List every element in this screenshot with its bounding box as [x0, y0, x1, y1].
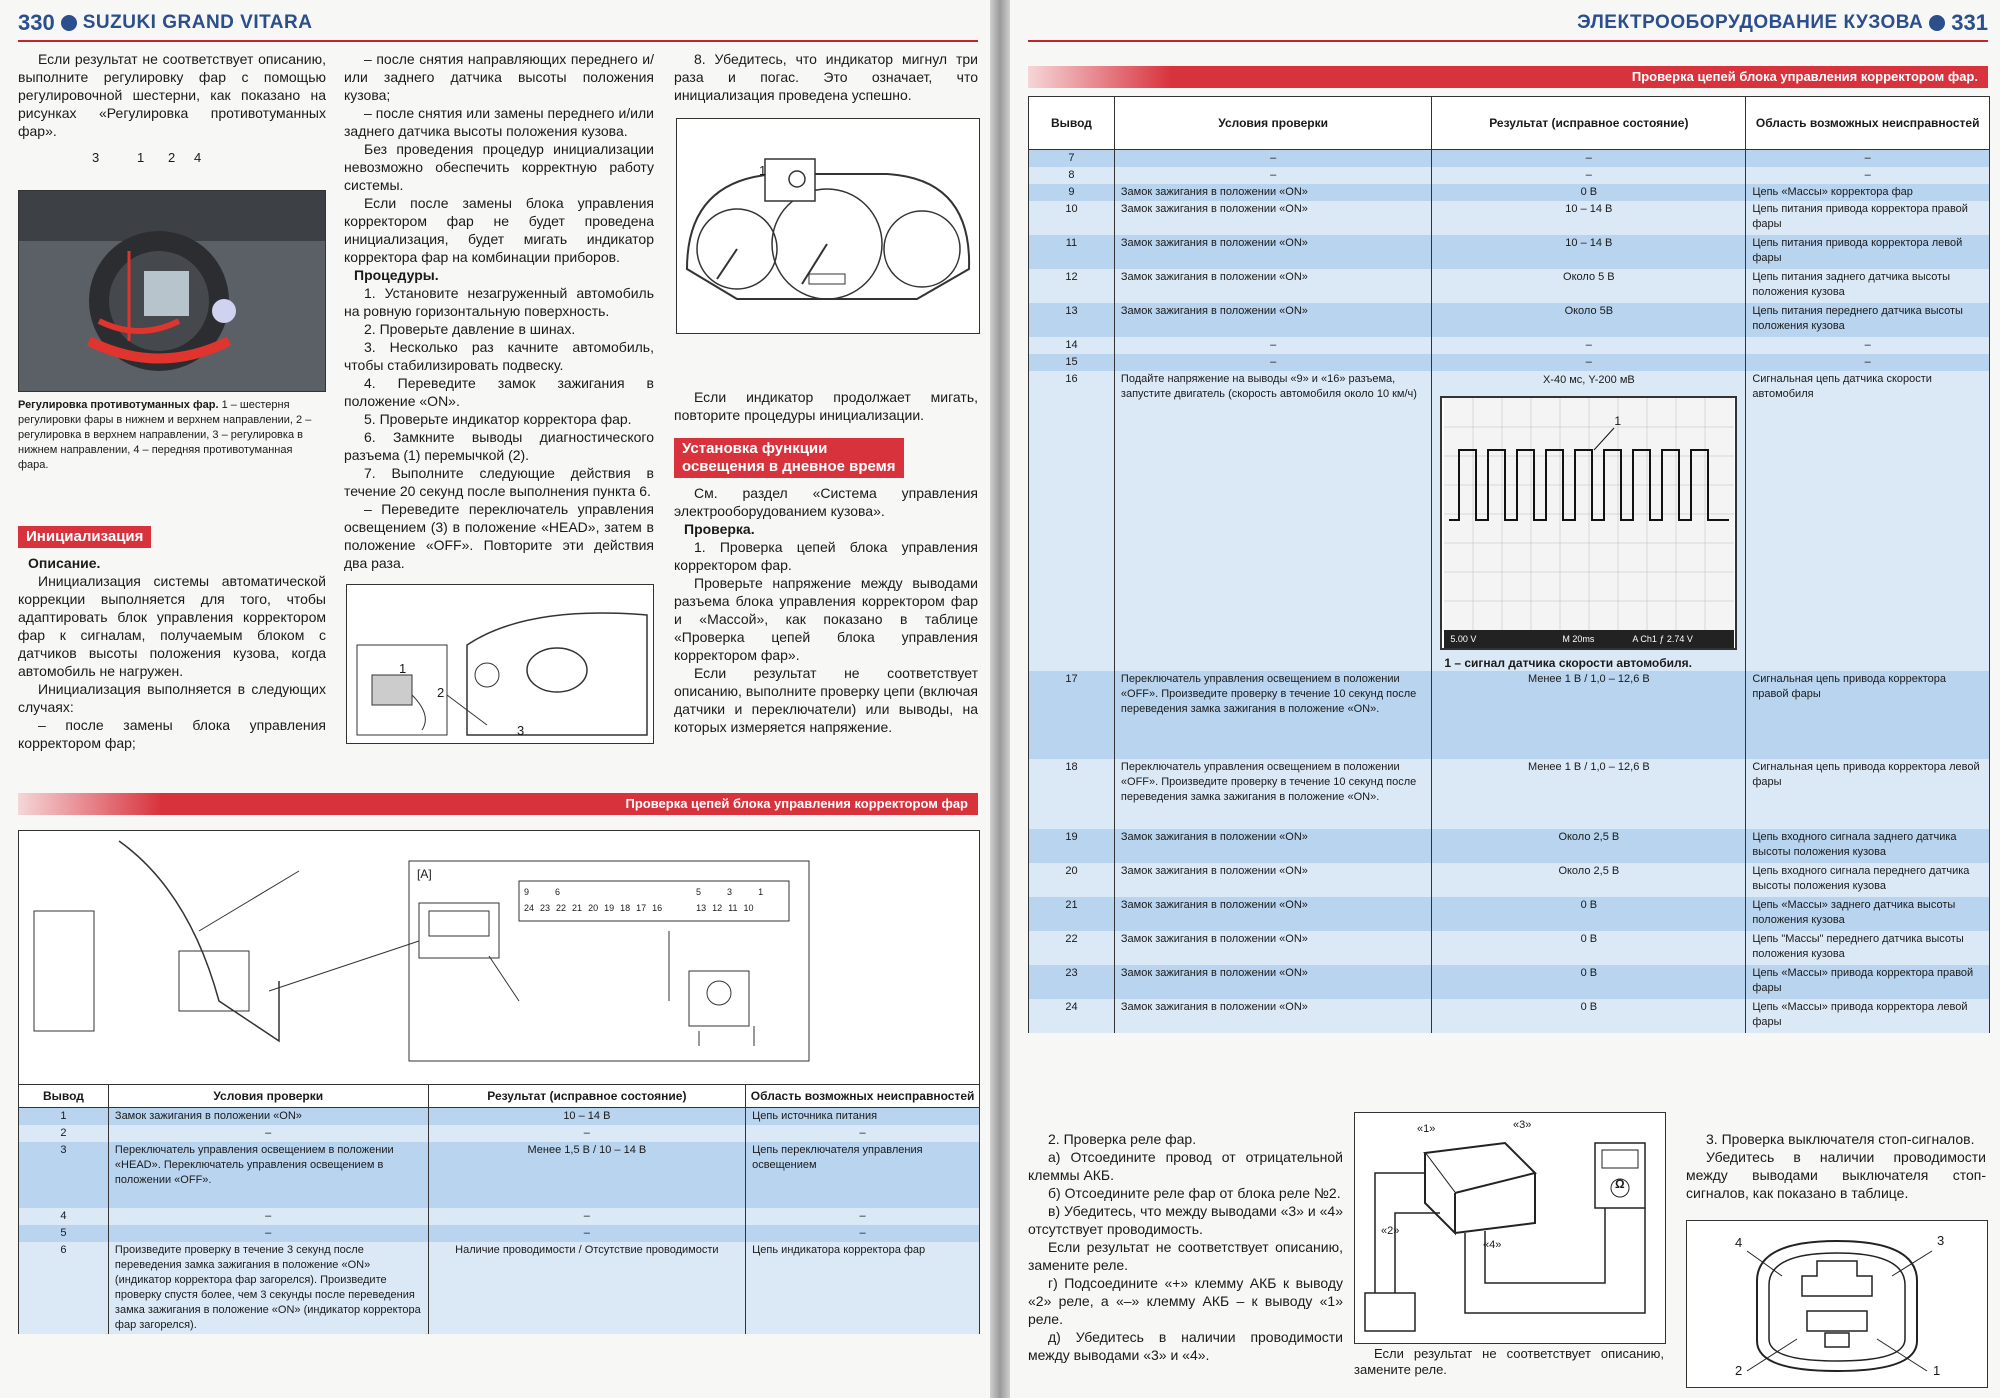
cell-result: – — [1432, 150, 1746, 168]
cell-pin: 21 — [1029, 897, 1115, 931]
relay-step-a: а) Отсоедините провод от отрицательной клеммы АКБ. — [1028, 1149, 1343, 1183]
cell-pin: 4 — [19, 1208, 109, 1225]
cell-result: 10 – 14 В — [428, 1108, 746, 1126]
cell-area: – — [1746, 150, 1990, 168]
table-row — [1029, 999, 1990, 1033]
left-table-banner: Проверка цепей блока управления корректором фар — [18, 793, 978, 815]
cell-cond: – — [108, 1125, 428, 1142]
table-row — [1029, 201, 1990, 235]
step-5: 5. Проверьте индикатор корректора фар. — [364, 411, 632, 427]
check-label: Проверка. — [684, 521, 755, 537]
cell-cond: Замок зажигания в положении «ON» — [1114, 201, 1431, 235]
right-page-number: 331 — [1951, 10, 1988, 35]
cell-pin: 10 — [1029, 201, 1115, 235]
init-heading: Инициализация — [18, 526, 151, 548]
left-page — [0, 0, 990, 1398]
table-row — [1029, 931, 1990, 965]
cell-area: Цепь питания переднего датчика высоты положения кузова — [1746, 303, 1990, 337]
left-spec-table — [18, 1084, 980, 1334]
table-row — [19, 1225, 980, 1242]
relay-step-e: д) Убедитесь в наличии проводимости между выводами «3» и «4». — [1028, 1329, 1343, 1363]
cell-pin: 22 — [1029, 931, 1115, 965]
col2-p1: Без проведения процедур инициализации невозможно обеспечить корректную работу системы. — [344, 141, 654, 193]
cell-result: – — [1432, 354, 1746, 371]
cell-pin: 15 — [1029, 354, 1115, 371]
drl-heading — [674, 438, 904, 478]
pin-5: 5 — [696, 887, 702, 897]
pin-20: 20 — [588, 903, 599, 913]
cell-result: Около 5 В — [1432, 269, 1746, 303]
cell-pin: 12 — [1029, 269, 1115, 303]
relay-label-4: «4» — [1483, 1239, 1502, 1251]
stop-switch-figure — [1686, 1220, 1988, 1388]
pin-9: 9 — [524, 887, 530, 897]
table-row — [1029, 829, 1990, 863]
cell-cond: Замок зажигания в положении «ON» — [1114, 965, 1431, 999]
cell-area: Цепь переключателя управления освещением — [746, 1142, 980, 1208]
right-header — [1577, 6, 1988, 40]
cell-pin: 8 — [1029, 167, 1115, 184]
cell-area: Цепь «Массы» корректора фар — [1746, 184, 1990, 201]
photo-label-4: 4 — [194, 150, 202, 165]
fig2-label-1: 1 — [399, 661, 407, 676]
step-2: 2. Проверьте давление в шинах. — [364, 321, 576, 337]
pin-21: 21 — [572, 903, 583, 913]
left-column-3 — [674, 50, 978, 104]
cell-result: Около 2,5 В — [1432, 863, 1746, 897]
stop-text: Убедитесь в наличии проводимости между выводами выключателя стоп-сигналов, как показано в таблице. — [1686, 1149, 1986, 1201]
cell-cond: – — [1114, 337, 1431, 354]
scope-readout-left: 5.00 V — [1450, 634, 1477, 644]
pin-24: 24 — [524, 903, 535, 913]
table-row — [1029, 184, 1990, 201]
left-table-header — [19, 1085, 980, 1108]
cell-result: 0 В — [1432, 897, 1746, 931]
pin-17: 17 — [636, 903, 647, 913]
step-7: 7. Выполните следующие действия в течение 20 секунд после выполнения пункта 6. — [344, 465, 654, 499]
cell-pin: 16 — [1029, 371, 1115, 671]
fog-light-photo — [18, 190, 326, 392]
cell-cond: Замок зажигания в положении «ON» — [1114, 269, 1431, 303]
connector-top-pins — [524, 887, 763, 897]
intro-paragraph: Если результат не соответствует описанию, выполните регулировку фар с помощью регулировочной шестерни, как показано на рисунках «Регулировка противотуманных фар». — [18, 51, 326, 139]
cell-area: Цепь «Массы» привода корректора левой фары — [1746, 999, 1990, 1033]
cell-area: – — [1746, 354, 1990, 371]
cell-result: Менее 1 В / 1,0 – 12,6 В — [1432, 671, 1746, 759]
left-page-number: 330 — [18, 10, 55, 35]
photo-label-3: 3 — [92, 150, 100, 165]
drl-heading-line2: освещения в дневное время — [682, 458, 896, 475]
check-p2: Проверьте напряжение между выводами разъема блока управления корректором фар и «Массой», как показано в таблице «Проверка цепей блока управления корректором фар». — [674, 575, 978, 663]
ohm-icon: Ω — [1615, 1177, 1625, 1191]
pin-19: 19 — [604, 903, 615, 913]
relay-fig-caption-wrap — [1354, 1346, 1664, 1378]
diagnostic-connector-figure — [346, 584, 654, 744]
init-desc-p1: Инициализация системы автоматической коррекции выполняется для того, чтобы адаптировать блок управления корректором фар к сигналам, получаемым блоком с датчиков высоты положения кузова, когда автомобиль не нагружен. — [18, 573, 326, 679]
scope-readout-mid: M 20ms — [1562, 634, 1595, 644]
cell-result: Менее 1,5 В / 10 – 14 В — [428, 1142, 746, 1208]
cell-cond: Замок зажигания в положении «ON» — [1114, 999, 1431, 1033]
fig2-label-3: 3 — [517, 723, 525, 738]
left-header-title: SUZUKI GRAND VITARA — [82, 12, 313, 33]
cell-area: Цепь питания заднего датчика высоты положения кузова — [1746, 269, 1990, 303]
table-row — [1029, 897, 1990, 931]
init-case-3: – после снятия или замены переднего и/или заднего датчика высоты положения кузова. — [344, 105, 654, 139]
cell-area: Цепь питания привода корректора правой фары — [1746, 201, 1990, 235]
cell-area: Цепь питания привода корректора левой фары — [1746, 235, 1990, 269]
col-header-area: Область возможных неисправностей — [746, 1085, 980, 1108]
instrument-cluster-figure — [676, 118, 980, 334]
cell-pin: 23 — [1029, 965, 1115, 999]
pin-23: 23 — [540, 903, 551, 913]
table-row — [19, 1208, 980, 1225]
pin-6: 6 — [555, 887, 561, 897]
cell-cond: – — [1114, 150, 1431, 168]
cell-area: – — [1746, 337, 1990, 354]
stop-switch-text — [1686, 1130, 1986, 1202]
cell-cond: – — [108, 1208, 428, 1225]
pin-3: 3 — [727, 887, 733, 897]
cell-area: Цепь "Массы" переднего датчика высоты положения кузова — [1746, 931, 1990, 965]
cell-cond: Замок зажигания в положении «ON» — [1114, 931, 1431, 965]
col-header-result: Результат (исправное состояние) — [428, 1085, 746, 1108]
cell-pin: 20 — [1029, 863, 1115, 897]
left-column-2 — [344, 50, 654, 572]
photo-label-1: 1 — [137, 150, 145, 165]
relay-step-c: в) Убедитесь, что между выводами «3» и «4» отсутствует проводимость. — [1028, 1203, 1343, 1237]
relay-label-3: «3» — [1513, 1119, 1532, 1131]
cell-pin: 18 — [1029, 759, 1115, 829]
cell-result: Около 2,5 В — [1432, 829, 1746, 863]
table-row — [1029, 759, 1990, 829]
table-row — [1029, 671, 1990, 759]
pin-10: 10 — [743, 903, 754, 913]
book-gutter — [990, 0, 1010, 1398]
cell-pin: 9 — [1029, 184, 1115, 201]
diagram-tag-a: [A] — [417, 867, 432, 881]
cell-cond: Переключатель управления освещением в положении «OFF». Произведите проверку в течение 10 секунд после переведения замка зажигания в положение «ON». — [1114, 671, 1431, 759]
cell-area: Сигнальная цепь привода корректора левой фары — [1746, 759, 1990, 829]
relay-title: 2. Проверка реле фар. — [1048, 1131, 1197, 1147]
col2-p2: Если после замены блока управления корректором фар не будет проведена инициализация, будет мигать индикатор корректора фар на комбинации приборов. — [344, 195, 654, 265]
cell-cond: Замок зажигания в положении «ON» — [1114, 235, 1431, 269]
photo-caption-title: Регулировка противотуманных фар. — [18, 399, 219, 411]
fog-light-photo-drawing — [19, 191, 325, 391]
col-header-result: Результат (исправное состояние) — [1432, 97, 1746, 150]
table-row — [19, 1142, 980, 1208]
right-spec-table — [1028, 96, 1990, 1033]
cell-result: 10 – 14 В — [1432, 235, 1746, 269]
oscilloscope-figure — [1440, 396, 1737, 650]
step-7-sub: – Переведите переключатель управления освещением (3) в положение «HEAD», затем в положение «OFF». Повторите эти действия два раза. — [344, 501, 654, 571]
right-page — [1010, 0, 2000, 1398]
dash-label-1: 1 — [759, 163, 767, 178]
table-row — [19, 1125, 980, 1142]
table-row — [1029, 167, 1990, 184]
col-header-area: Область возможных неисправностей — [1746, 97, 1990, 150]
pin-16: 16 — [652, 903, 663, 913]
cell-pin: 11 — [1029, 235, 1115, 269]
drl-p1: См. раздел «Система управления электрооборудованием кузова». — [674, 485, 978, 519]
cell-area: Цепь индикатора корректора фар — [746, 1242, 980, 1334]
cell-pin: 14 — [1029, 337, 1115, 354]
bullet-icon — [1929, 15, 1945, 31]
relay-figure — [1354, 1112, 1666, 1344]
cell-pin: 7 — [1029, 150, 1115, 168]
pin-13: 13 — [696, 903, 707, 913]
relay-step-d: г) Подсоедините «+» клемму АКБ к выводу «2» реле, а «–» клемму АКБ – к выводу «1» реле. — [1028, 1275, 1343, 1327]
table-row — [1029, 965, 1990, 999]
cell-result: – — [1432, 337, 1746, 354]
cell-result: – — [428, 1208, 746, 1225]
cell-result: – — [428, 1125, 746, 1142]
diagnostic-connector-drawing — [347, 585, 653, 743]
connector-wiring-figure — [18, 830, 980, 1087]
scope-label-1: 1 — [1614, 414, 1622, 428]
check-p1: 1. Проверка цепей блока управления корректором фар. — [674, 539, 978, 573]
blink-note: Если индикатор продолжает мигать, повторите процедуры инициализации. — [674, 389, 978, 423]
relay-check-text — [1028, 1130, 1343, 1364]
right-header-title: ЭЛЕКТРООБОРУДОВАНИЕ КУЗОВА — [1577, 12, 1924, 33]
cell-result: Наличие проводимости / Отсутствие проводимости — [428, 1242, 746, 1334]
connector-bottom-pins — [524, 903, 754, 913]
table-row — [1029, 371, 1990, 671]
left-column-3b — [674, 388, 978, 736]
cell-pin: 3 — [19, 1142, 109, 1208]
relay-label-2: «2» — [1381, 1225, 1400, 1237]
cell-cond: Подайте напряжение на выводы «9» и «16» разъема, запустите двигатель (скорость автомобиля около 10 км/ч) — [1114, 371, 1431, 671]
init-desc-label: Описание. — [28, 555, 101, 571]
cell-result: Менее 1 В / 1,0 – 12,6 В — [1432, 759, 1746, 829]
header-rule — [1028, 40, 1988, 42]
cell-area: Цепь входного сигнала переднего датчика высоты положения кузова — [1746, 863, 1990, 897]
stop-label-4: 4 — [1735, 1235, 1743, 1250]
pin-1: 1 — [758, 887, 764, 897]
stop-label-3: 3 — [1937, 1233, 1945, 1248]
cell-cond: Переключатель управления освещением в положении «OFF». Произведите проверку в течение 10 секунд после переведения замка зажигания в положение «ON». — [1114, 759, 1431, 829]
table-row — [19, 1108, 980, 1126]
photo-caption — [18, 398, 324, 473]
cell-pin: 2 — [19, 1125, 109, 1142]
cell-cond: Произведите проверку в течение 3 секунд после переведения замка зажигания в положение «ON» (индикатор корректора фар загорелся). Произведите проверку спустя более, чем 3 секунды после переведения замка зажигания в положение «ON» (индикатор корректора фар загорелся). — [108, 1242, 428, 1334]
cell-cond: Замок зажигания в положении «ON» — [1114, 829, 1431, 863]
step-4: 4. Переведите замок зажигания в положение «ON». — [344, 375, 654, 409]
table-row — [1029, 269, 1990, 303]
table-row — [1029, 235, 1990, 269]
relay-step-b: б) Отсоедините реле фар от блока реле №2. — [1048, 1185, 1341, 1201]
cell-area: Цепь источника питания — [746, 1108, 980, 1126]
table-row — [1029, 337, 1990, 354]
pin-12: 12 — [712, 903, 723, 913]
cell-cond: Замок зажигания в положении «ON» — [1114, 897, 1431, 931]
header-rule — [18, 40, 978, 42]
cell-area: – — [1746, 167, 1990, 184]
cell-result: – — [1432, 167, 1746, 184]
cell-pin: 5 — [19, 1225, 109, 1242]
cell-result: Около 5В — [1432, 303, 1746, 337]
relay-fig-caption: Если результат не соответствует описанию, замените реле. — [1354, 1346, 1664, 1377]
step-6: 6. Замкните выводы диагностического разъема (1) перемычкой (2). — [344, 429, 654, 463]
col-header-pin: Вывод — [19, 1085, 109, 1108]
col-header-cond: Условия проверки — [108, 1085, 428, 1108]
cell-area: Сигнальная цепь датчика скорости автомобиля — [1746, 371, 1990, 671]
cell-cond: – — [1114, 167, 1431, 184]
cell-result: 0 В — [1432, 999, 1746, 1033]
col-header-cond: Условия проверки — [1114, 97, 1431, 150]
pin-18: 18 — [620, 903, 631, 913]
cell-result: 0 В — [1432, 931, 1746, 965]
cell-area: – — [746, 1125, 980, 1142]
cell-pin: 17 — [1029, 671, 1115, 759]
col-header-pin: Вывод — [1029, 97, 1115, 150]
table-row — [19, 1242, 980, 1334]
table-row — [1029, 863, 1990, 897]
step-1: 1. Установите незагруженный автомобиль на ровную горизонтальную поверхность. — [344, 285, 654, 319]
cell-cond: Замок зажигания в положении «ON» — [1114, 863, 1431, 897]
cell-result-scope — [1432, 371, 1746, 671]
table-row — [1029, 150, 1990, 168]
bullet-icon — [61, 15, 77, 31]
procedures-label: Процедуры. — [354, 267, 439, 283]
left-column-1 — [18, 50, 326, 140]
cell-result: – — [428, 1225, 746, 1242]
check-p3: Если результат не соответствует описанию, выполните проверку цепи (включая датчики и переключатели) или выводы, на которых измеряется напряжение. — [674, 665, 978, 735]
stop-label-1: 1 — [1933, 1363, 1941, 1378]
cell-result: 0 В — [1432, 184, 1746, 201]
scope-result-value: X-40 мс, Y-200 мВ — [1542, 374, 1635, 386]
relay-label-1: «1» — [1417, 1123, 1436, 1135]
right-table-header — [1029, 97, 1990, 150]
photo-label-2: 2 — [168, 150, 176, 165]
cell-cond: Замок зажигания в положении «ON» — [108, 1108, 428, 1126]
cell-area: Цепь входного сигнала заднего датчика высоты положения кузова — [1746, 829, 1990, 863]
cell-result: 0 В — [1432, 965, 1746, 999]
table-row — [1029, 303, 1990, 337]
cell-cond: Замок зажигания в положении «ON» — [1114, 184, 1431, 201]
cell-result: 10 – 14 В — [1432, 201, 1746, 235]
cell-cond: – — [108, 1225, 428, 1242]
scope-readout-right: A Ch1 ƒ 2.74 V — [1632, 634, 1693, 644]
cell-pin: 1 — [19, 1108, 109, 1126]
init-section — [18, 520, 326, 752]
cell-pin: 13 — [1029, 303, 1115, 337]
right-table-banner: Проверка цепей блока управления корректором фар. — [1028, 66, 1988, 88]
init-desc-p2: Инициализация выполняется в следующих случаях: — [18, 681, 326, 715]
cell-area: Сигнальная цепь привода корректора правой фары — [1746, 671, 1990, 759]
instrument-cluster-drawing — [677, 119, 979, 333]
stop-title: 3. Проверка выключателя стоп-сигналов. — [1706, 1131, 1975, 1147]
left-header — [18, 6, 312, 40]
cell-cond: Замок зажигания в положении «ON» — [1114, 303, 1431, 337]
relay-note: Если результат не соответствует описанию, замените реле. — [1028, 1239, 1343, 1273]
step-8: 8. Убедитесь, что индикатор мигнул три раза и погас. Это означает, что инициализация проведена успешно. — [674, 51, 978, 103]
step-3: 3. Несколько раз качните автомобиль, чтобы стабилизировать подвеску. — [344, 339, 654, 373]
pin-22: 22 — [556, 903, 567, 913]
init-case-2: – после снятия направляющих переднего и/или заднего датчика высоты положения кузова; — [344, 51, 654, 103]
relay-drawing — [1355, 1113, 1665, 1343]
scope-caption: 1 – сигнал датчика скорости автомобиля. — [1444, 656, 1693, 670]
cell-pin: 19 — [1029, 829, 1115, 863]
oscilloscope-drawing — [1444, 398, 1734, 648]
cell-area: – — [746, 1225, 980, 1242]
cell-pin: 24 — [1029, 999, 1115, 1033]
cell-cond: Переключатель управления освещением в положении «HEAD». Переключатель управления освещением в положении «OFF». — [108, 1142, 428, 1208]
photo-caption-text: 1 – шестерня регулировки фары в нижнем и верхнем направлении, 2 – регулировка в верхнем направлении, 3 – регулировка в нижнем направлении, 4 – передняя противотуманная фара. — [18, 399, 312, 471]
cell-area: Цепь «Массы» заднего датчика высоты положения кузова — [1746, 897, 1990, 931]
fig2-label-2: 2 — [437, 685, 445, 700]
cell-pin: 6 — [19, 1242, 109, 1334]
stop-label-2: 2 — [1735, 1363, 1743, 1378]
cell-area: Цепь «Массы» привода корректора правой фары — [1746, 965, 1990, 999]
cell-cond: – — [1114, 354, 1431, 371]
drl-heading-line1: Установка функции — [682, 440, 828, 457]
cell-area: – — [746, 1208, 980, 1225]
table-row — [1029, 354, 1990, 371]
connector-wiring-drawing — [19, 831, 979, 1086]
pin-11: 11 — [728, 903, 738, 913]
init-case-1: – после замены блока управления корректором фар; — [18, 717, 326, 751]
